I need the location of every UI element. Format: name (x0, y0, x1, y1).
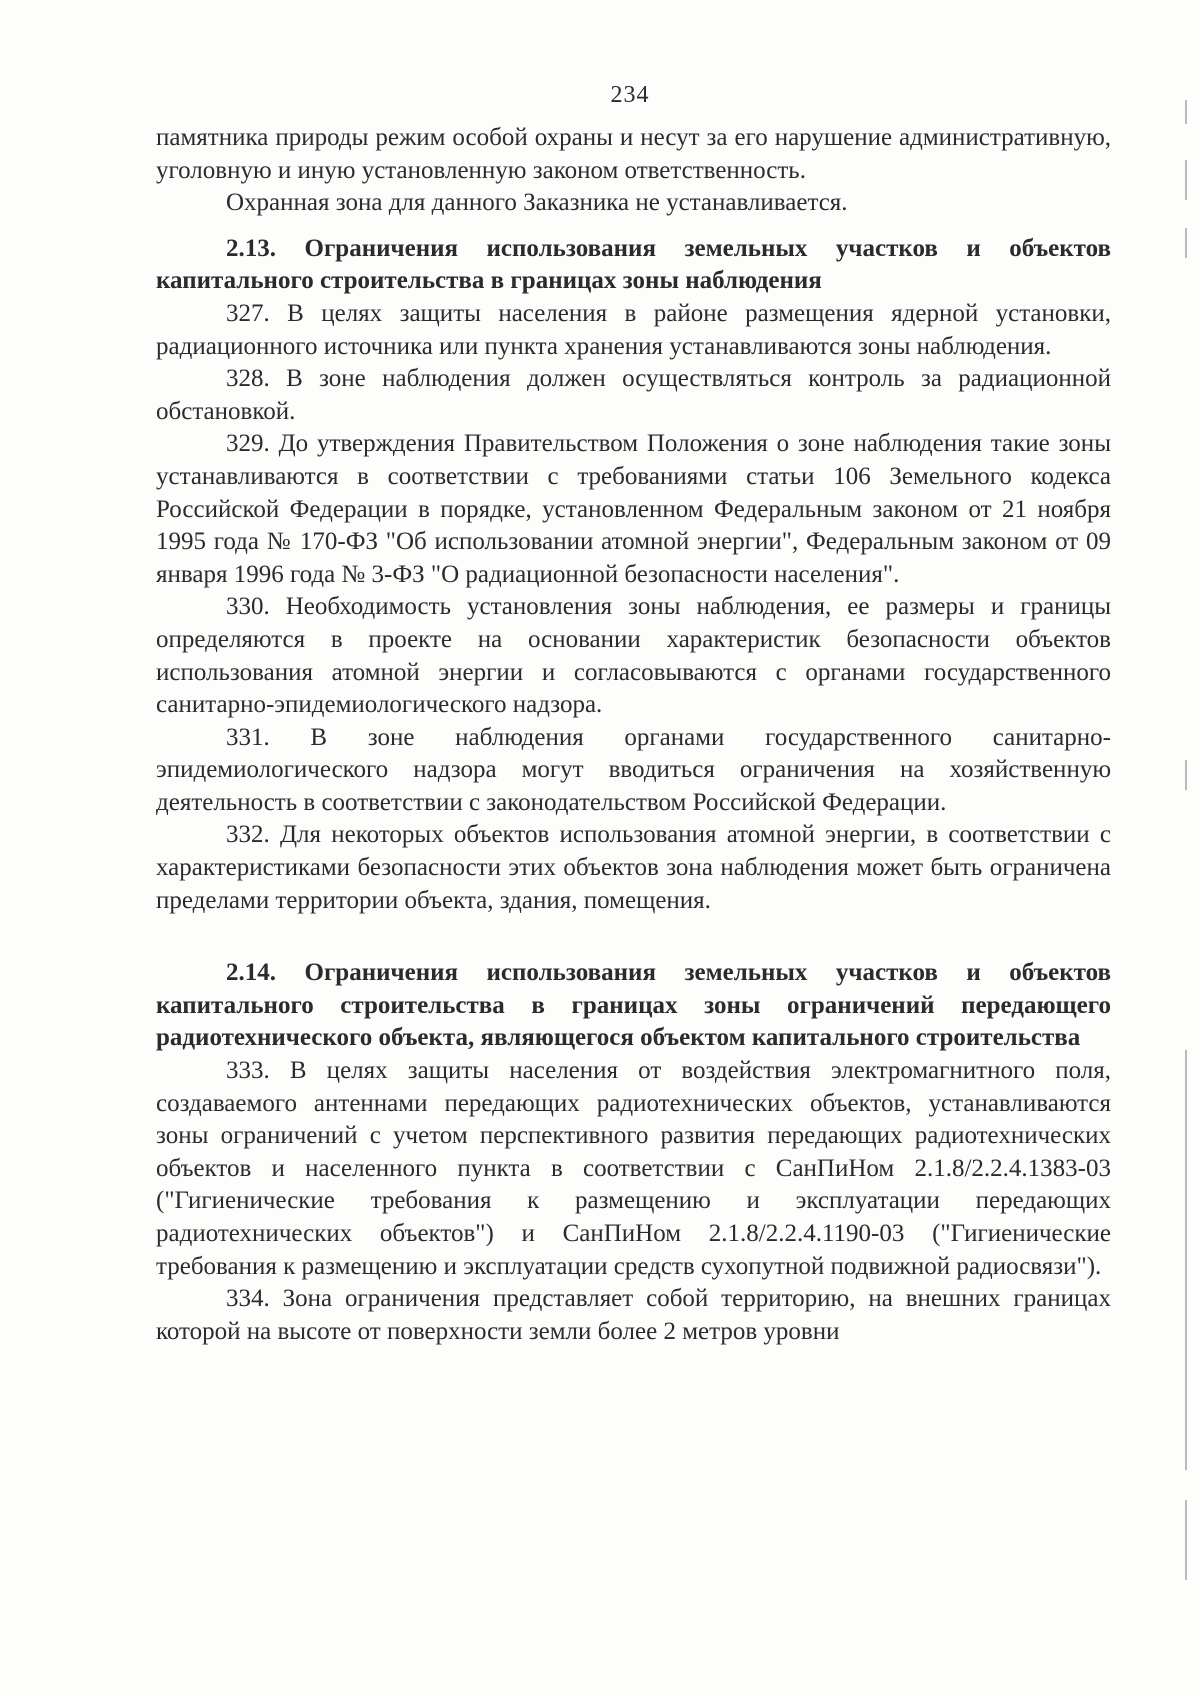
document-body (156, 122, 1111, 1348)
page-number: 234 (610, 82, 650, 108)
paragraph-protection-zone: Охранная зона для данного Заказника не устанавливается. (226, 189, 848, 217)
paragraph-329: 329. До утверждения Правительством Положения о зоне наблюдения такие зоны устанавливаются в соответствии с требованиями статьи 106 Земельного кодекса Российской Федерации в порядке, установленном Федеральным законом от 21 ноября 1995 года № 170-ФЗ "Об использовании атомной энергии", Федеральным законом от 09 января 1996 года № 3-ФЗ "О радиационной безопасности населения". (156, 430, 1111, 588)
scan-artifact (1185, 100, 1187, 124)
paragraph-330: 330. Необходимость установления зоны наблюдения, ее размеры и границы определяются в проекте на основании характеристик безопасности объектов использования атомной энергии и согласовываются с органами государственного санитарно-эпидемиологического надзора. (156, 593, 1111, 719)
paragraph-continuation: памятника природы режим особой охраны и несут за его нарушение административную, уголовную и иную установленную законом ответственность. (156, 124, 1111, 184)
scan-artifact (1185, 1050, 1187, 1470)
spacer (156, 220, 1111, 233)
paragraph-332: 332. Для некоторых объектов использования атомной энергии, в соответствии с характеристиками безопасности этих объектов зона наблюдения может быть ограничена пределами территории объекта, здания, помещения. (156, 821, 1111, 914)
scan-artifact (1185, 228, 1187, 258)
scan-artifact (1185, 1500, 1187, 1580)
spacer (156, 917, 1111, 957)
scan-artifact (1185, 160, 1187, 200)
section-heading-2-14: 2.14. Ограничения использования земельных участков и объектов капитального строительства в границах зоны ограничений передающего радиотехнического объекта, являющегося объектом капитального строительства (156, 959, 1111, 1052)
paragraph-334: 334. Зона ограничения представляет собой территорию, на внешних границах которой на высоте от поверхности земли более 2 метров уровни (156, 1285, 1111, 1345)
paragraph-331: 331. В зоне наблюдения органами государственного санитарно-эпидемиологического надзора могут вводиться ограничения на хозяйственную деятельность в соответствии с законодательством Российской Федерации. (156, 723, 1111, 816)
paragraph-328: 328. В зоне наблюдения должен осуществляться контроль за радиационной обстановкой. (156, 365, 1111, 425)
section-heading-2-13: 2.13. Ограничения использования земельных участков и объектов капитального строительства в границах зоны наблюдения (156, 234, 1111, 295)
scan-artifact (1185, 760, 1187, 790)
paragraph-333: 333. В целях защиты населения от воздействия электромагнитного поля, создаваемого антеннами передающих радиотехнических объектов, устанавливаются зоны ограничений с учетом перспективного развития передающих радиотехнических объектов и населенного пункта в соответствии с СанПиНом 2.1.8/2.2.4.1383-03 ("Гигиенические требования к размещению и эксплуатации передающих радиотехнических объектов") и СанПиНом 2.1.8/2.2.4.1190-03 ("Гигиенические требования к размещению и эксплуатации средств сухопутной подвижной радиосвязи"). (156, 1057, 1111, 1280)
paragraph-327: 327. В целях защиты населения в районе размещения ядерной установки, радиационного источника или пункта хранения устанавливаются зоны наблюдения. (156, 299, 1111, 360)
